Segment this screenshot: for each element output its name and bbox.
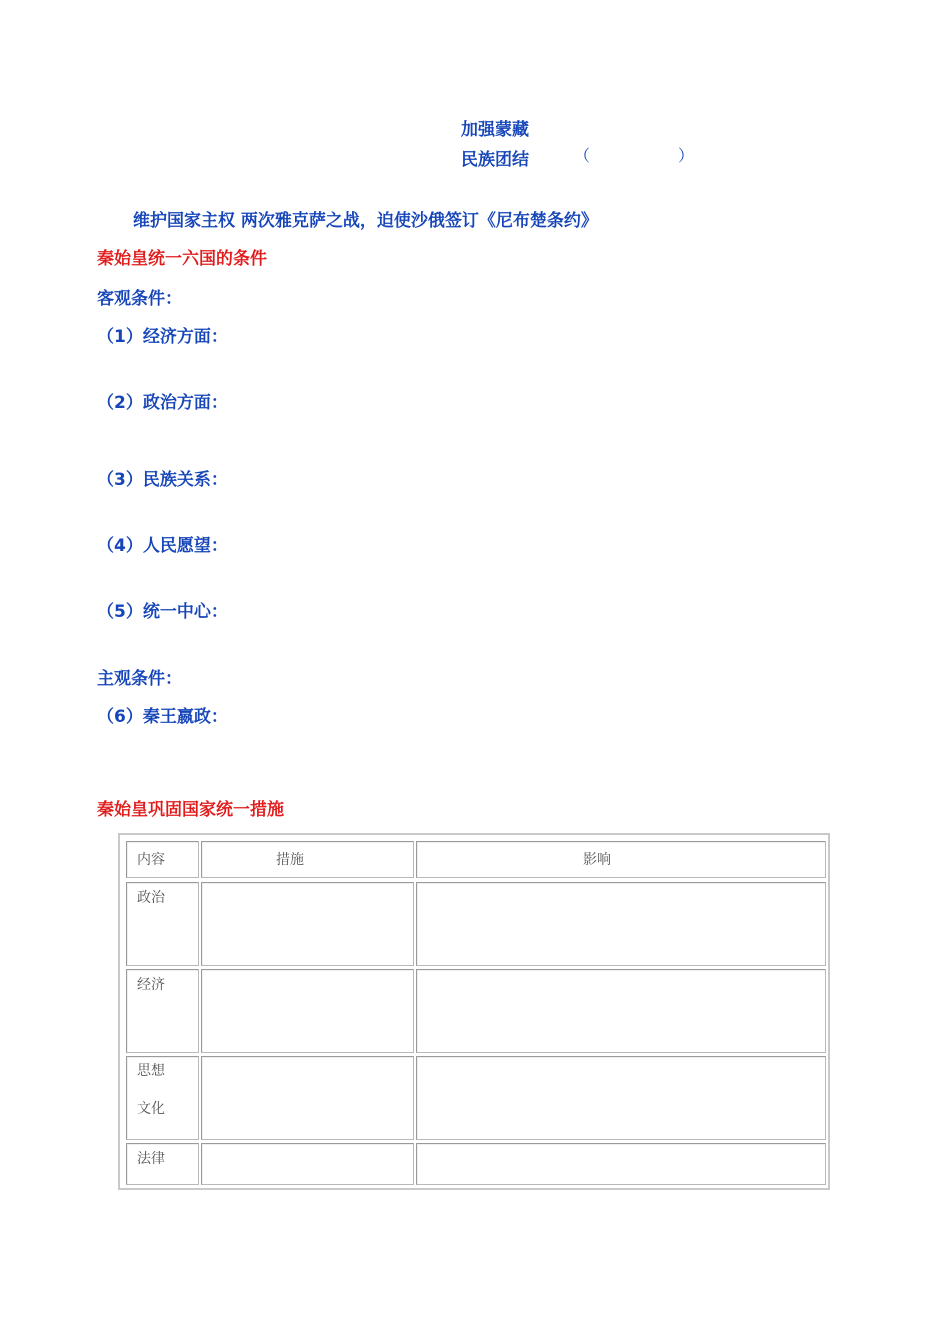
item-people: （4）人民愿望： [97, 536, 228, 556]
blank-paren-close: ） [678, 146, 695, 165]
header-line-menzang: 加强蒙藏 [461, 120, 529, 140]
section2-title: 秦始皇巩固国家统一措施 [97, 800, 284, 820]
item-center: （5）统一中心： [97, 602, 228, 622]
table-row-economy-measure [201, 969, 414, 1053]
item-ethnic: （3）民族关系： [97, 470, 228, 490]
table-row-culture-measure [201, 1056, 414, 1140]
table-row-politics-impact [416, 882, 826, 966]
item-politics: （2）政治方面： [97, 393, 228, 413]
table-row-culture-impact [416, 1056, 826, 1140]
sovereignty-line: 维护国家主权 两次雅克萨之战，迫使沙俄签订《尼布楚条约》 [133, 211, 598, 231]
th-impact [416, 841, 826, 878]
row-law-label: 法律 [137, 1151, 165, 1167]
table-row-law-impact [416, 1143, 826, 1185]
row-culture-label-2: 文化 [137, 1101, 165, 1117]
header-line-minzu: 民族团结 [461, 150, 529, 170]
th-content-label: 内容 [137, 852, 165, 868]
table-row-culture-content [126, 1056, 199, 1140]
row-politics-label: 政治 [137, 890, 165, 906]
subjective-label: 主观条件： [97, 669, 182, 689]
table-row-politics-content [126, 882, 199, 966]
table-row-economy-content [126, 969, 199, 1053]
blank-paren-open: （ [574, 146, 591, 165]
item-yingzheng: （6）秦王嬴政： [97, 707, 228, 727]
table-row-economy-impact [416, 969, 826, 1053]
table-row-law-content [126, 1143, 199, 1185]
th-measure-label: 措施 [276, 852, 304, 868]
th-measure [201, 841, 414, 878]
row-culture-label-1: 思想 [137, 1063, 165, 1079]
row-economy-label: 经济 [137, 977, 165, 993]
item-economy: （1）经济方面： [97, 327, 228, 347]
table-row-politics-measure [201, 882, 414, 966]
th-content [126, 841, 199, 878]
objective-label: 客观条件： [97, 289, 182, 309]
table-row-law-measure [201, 1143, 414, 1185]
th-impact-label: 影响 [583, 852, 611, 868]
measures-table [118, 833, 830, 1190]
section1-title: 秦始皇统一六国的条件 [97, 249, 267, 269]
